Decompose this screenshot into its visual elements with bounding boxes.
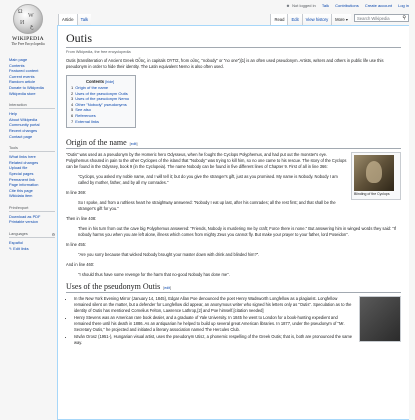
sidebar-navigation — [9, 57, 55, 96]
page-subtitle: From Wikipedia, the free encyclopedia — [66, 50, 131, 54]
sidebar-item-random-article[interactable]: Random article — [9, 79, 36, 85]
wikipedia-logo[interactable] — [6, 4, 50, 46]
quote: "I should thus have some revenge for the harm that no-good Nobody has done me". — [78, 272, 230, 278]
more-label: More — [335, 17, 345, 22]
toc-number: 4 — [71, 101, 74, 107]
tab-article[interactable]: Article — [58, 14, 77, 25]
article-content — [57, 25, 409, 420]
toc-number: 1 — [71, 85, 74, 90]
edit-link[interactable]: edit — [164, 286, 171, 291]
sidebar-languages — [9, 232, 55, 252]
log-in-link[interactable]: Log in — [398, 3, 409, 8]
quote: "Cyclops, you asked my noble name, and I will tell it; but do you give the stranger's gift, just as you promised. My name is Nobody. Nobody I am called by mother, father, and by all my comrades." — [78, 174, 338, 186]
sidebar-item-contact-page[interactable]: Contact page — [9, 133, 33, 139]
toc-number: 5 — [71, 107, 74, 113]
blinding-of-cyclops-image[interactable] — [354, 155, 394, 191]
toc-label: External links — [75, 118, 100, 124]
toc-label: Uses of the pseudonym Nemo — [75, 96, 130, 102]
gear-icon[interactable]: ⚙ — [51, 233, 55, 238]
create-account-link[interactable]: Create account — [364, 3, 392, 8]
section-title: Uses of the pseudonym Outis — [66, 282, 161, 292]
sidebar-item-what-links-here[interactable]: What links here — [9, 154, 36, 160]
sidebar-item-store[interactable]: Wikipedia store — [9, 90, 36, 96]
languages-heading-label: Languages — [9, 232, 28, 237]
sidebar-heading-languages — [9, 232, 55, 238]
line-reference: And in line 460: — [66, 262, 95, 268]
sidebar-interaction — [9, 103, 55, 139]
sidebar-item-related-changes[interactable]: Related changes — [9, 159, 39, 165]
list-item: • Henry Stevens was an American rare book dealer, and a graduate of Yale University. In 1845 he went to London for a book-hunting expedient and remained there until his death in 1886. As an antiquarian he helped to build up several great American libraries. In 1877, under the pseudonym of "Mr. Secretary Outis," he projected and initiated a literary association named The Hercules Club. — [74, 315, 401, 333]
personal-tools — [281, 3, 409, 8]
sidebar-item-recent-changes[interactable]: Recent changes — [9, 127, 38, 133]
sidebar-heading-interaction: Interaction — [9, 103, 55, 109]
section-title: Origin of the name — [66, 138, 127, 148]
sidebar — [9, 57, 55, 259]
tab-read[interactable]: Read — [270, 14, 287, 25]
sidebar-item-cite[interactable]: Cite this page — [9, 187, 33, 193]
sidebar-item-permanent-link[interactable]: Permanent link — [9, 176, 35, 182]
table-of-contents — [66, 75, 136, 128]
search-placeholder: Search Wikipedia — [357, 16, 390, 21]
toc-number: 6 — [71, 112, 74, 118]
toc-item[interactable] — [71, 119, 129, 125]
search-input[interactable] — [354, 14, 409, 22]
line-reference: In line 455: — [66, 242, 87, 248]
toc-label: Uses of the pseudonym Outis — [75, 90, 128, 96]
chevron-down-icon: ▾ — [345, 17, 348, 22]
logo-tagline: The Free Encyclopedia — [11, 42, 45, 46]
outis-uses-list — [74, 296, 401, 346]
intro-paragraph: Outis (transliteration of Ancient Greek Οὖτις, in capitals ΟΥΤΙΣ, from οὔτις, "nobody" or "no one")[1] is an often used pseudonym. Artists, writers and others in public life use this pseudonym in order to hide their identity. The Latin equivalent Nemo is also often used. — [66, 58, 384, 69]
view-tabs — [270, 14, 351, 25]
toc-hide-toggle[interactable]: [hide] — [105, 80, 115, 84]
section-heading-outis — [66, 282, 401, 293]
tab-talk[interactable]: Talk — [77, 14, 91, 25]
quote: Then in his turn from out the cave big Polyphemus answered: "Friends, Nobody is murdering me by craft; Force there is none." But answering him in winged words they said: "If nobody harms you when you are left alone, illness which comes from mighty Zeus you cannot fly. But make your prayer to your father, lord Poseidon". — [78, 226, 396, 238]
section-heading-origin — [66, 138, 401, 149]
section-edit: [edit] — [163, 286, 172, 291]
sidebar-item-contents[interactable]: Contents — [9, 62, 25, 68]
contributions-link[interactable]: Contributions — [335, 3, 359, 8]
sidebar-item-upload-file[interactable]: Upload file — [9, 165, 28, 171]
toc-label: See also — [75, 107, 91, 113]
edit-links-label: Edit links — [13, 245, 29, 251]
poe-portrait-image[interactable] — [359, 296, 401, 342]
sidebar-item-page-information[interactable]: Page information — [9, 182, 39, 188]
sidebar-item-donate[interactable]: Donate to Wikipedia — [9, 84, 44, 90]
logo-wordmark: WIKIPEDIA — [12, 36, 44, 42]
page-title: Outis — [66, 31, 401, 48]
sidebar-item-printable[interactable]: Printable version — [9, 219, 38, 225]
sidebar-item-help[interactable]: Help — [9, 111, 18, 117]
toc-title-label: Contents — [85, 79, 105, 84]
toc-number: 2 — [71, 90, 74, 96]
sidebar-item-edit-links[interactable] — [9, 246, 55, 253]
sidebar-heading-tools: Tools — [9, 146, 55, 152]
section-edit: [edit] — [129, 142, 138, 147]
toc-title — [71, 79, 129, 84]
sidebar-item-community-portal[interactable]: Community portal — [9, 122, 40, 128]
not-logged-in-text: Not logged in — [292, 3, 316, 8]
edit-link[interactable]: edit — [130, 142, 137, 147]
toc-number: 7 — [71, 118, 74, 124]
toc-number: 3 — [71, 96, 74, 102]
list-item: • István Orosz (1951-), Hungarian visual artist, uses the pseudonym Utisz, a phonemic respelling of the Greek Outis; that is, both are pronounced the same way. — [74, 334, 401, 346]
sidebar-tools — [9, 146, 55, 199]
tab-edit[interactable]: Edit — [287, 14, 301, 25]
tab-view-history[interactable]: View history — [302, 14, 332, 25]
line-reference: Then in line 408: — [66, 216, 97, 222]
origin-paragraph: "Outis" was used as a pseudonym by the Homeric hero Odysseus, when he fought the Cyclops Polyphemus, and had put out the monster's eye. Polyphemus shouted in pain to the other Cyclopes of the island that "Nobody" was trying to kill him, so no one came to his rescue. The story of the Cyclops can be found in the Odyssey, book 9 (in the Cyclopeia). The name Nobody can be found in five different lines of Chapter 9. First of all in line 366: — [66, 152, 347, 170]
sidebar-item-download-pdf[interactable]: Download as PDF — [9, 213, 41, 219]
sidebar-print — [9, 206, 55, 225]
quote: So I spoke, and from a ruthless heart he straightway answered: "Nobody I eat up last, after his comrades; all the rest first; and that shall be the stranger's gift for you." — [78, 200, 336, 212]
user-icon: ☻ — [285, 3, 291, 8]
tab-more[interactable] — [331, 14, 351, 25]
thumbnail[interactable] — [351, 152, 401, 200]
sidebar-item-main-page[interactable]: Main page — [9, 57, 28, 62]
line-reference: In line 369: — [66, 190, 87, 196]
globe-icon: Ω W И ع — [13, 4, 43, 34]
sidebar-item-language[interactable]: Español — [9, 240, 24, 246]
list-item: • In the New York Evening Mirror (January 14, 1845), Edgar Allan Poe denounced the poet Henry Wadsworth Longfellow as a plagiarist. Longfellow remained silent on the matter, but a defender for Longfellow did appear, an anonymous writer who signed his letters only as "Outis". Speculation as to the identity of Outis has mentioned Cornelius Felton, Lawrence Lathrop,[2] and Poe himself.[citation needed] — [74, 296, 401, 314]
toc-label: Origin of the name — [75, 85, 109, 90]
talk-link[interactable]: Talk — [321, 3, 329, 8]
thumbnail-caption: Blinding of the Cyclops — [354, 192, 390, 197]
sidebar-item-wikidata[interactable]: Wikidata item — [9, 193, 33, 199]
search-icon[interactable]: ⚲ — [402, 15, 406, 21]
sidebar-item-current-events[interactable]: Current events — [9, 73, 35, 79]
toc-label: References — [75, 112, 96, 118]
namespace-tabs — [58, 14, 91, 25]
sidebar-heading-print: Print/export — [9, 206, 55, 212]
sidebar-item-special-pages[interactable]: Special pages — [9, 170, 34, 176]
toc-label: Other "Nobody" pseudonyms — [75, 101, 127, 107]
sidebar-item-featured-content[interactable]: Featured content — [9, 68, 39, 74]
sidebar-item-about[interactable]: About Wikipedia — [9, 116, 38, 122]
quote: "Are you sorry because that wicked Nobody brought your master down with drink and blinded him?". — [78, 252, 260, 258]
pencil-icon: ✎ — [9, 246, 13, 251]
